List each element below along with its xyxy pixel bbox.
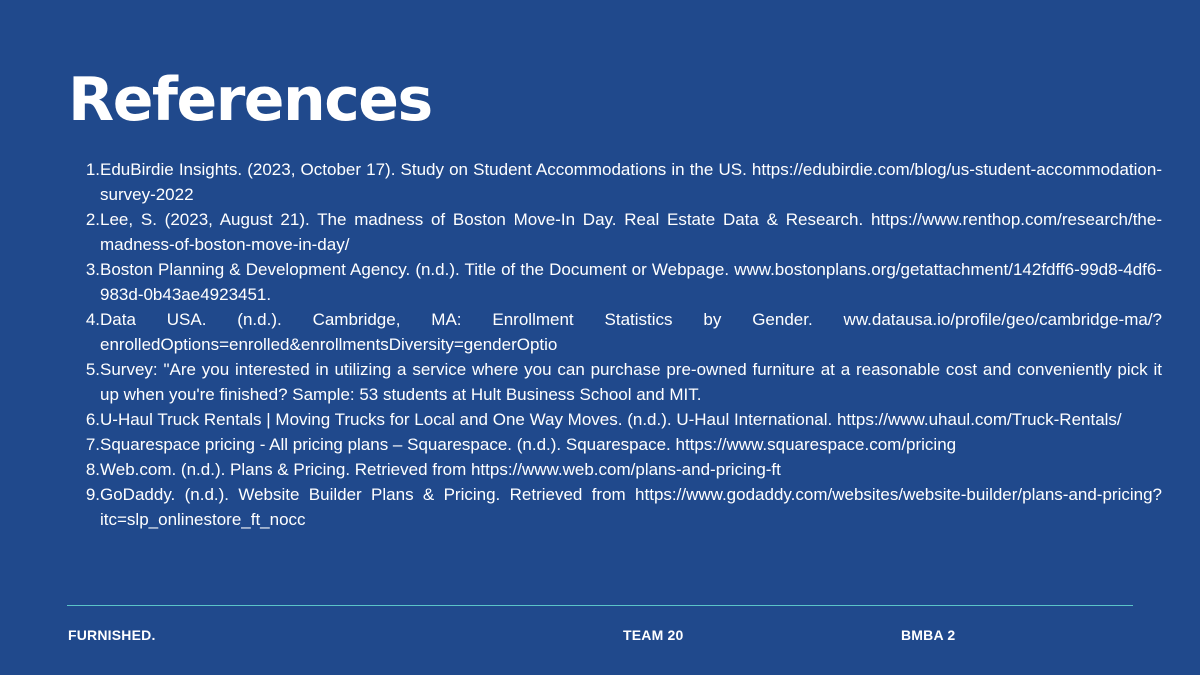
reference-item [80,432,1162,457]
reference-text: Lee, S. (2023, August 21). The madness of Boston Move-In Day. Real Estate Data & Research. https://www.renthop.com/research/the-madness-of-boston-move-in-day/ [100,210,1162,254]
reference-item [80,357,1162,407]
reference-text: Boston Planning & Development Agency. (n.d.). Title of the Document or Webpage. www.bostonplans.org/getattachment/142fdff6-99d8-4df6-983d-0b43ae4923451. [100,260,1162,304]
footer-divider [67,605,1133,606]
reference-number: 3. [85,260,100,279]
reference-text: EduBirdie Insights. (2023, October 17). Study on Student Accommodations in the US. https://edubirdie.com/blog/us-student-accommodation-survey-2022 [100,160,1162,204]
footer-program: BMBA 2 [901,627,956,643]
reference-item [80,307,1162,357]
reference-text: Web.com. (n.d.). Plans & Pricing. Retrieved from https://www.web.com/plans-and-pricing-ft [100,460,781,479]
reference-text: Squarespace pricing - All pricing plans – Squarespace. (n.d.). Squarespace. https://www.squarespace.com/pricing [100,435,957,454]
slide-title: References [68,65,432,135]
footer-team: TEAM 20 [623,627,684,643]
reference-number: 8. [85,460,100,479]
reference-number: 1. [85,160,100,179]
reference-text: GoDaddy. (n.d.). Website Builder Plans & Pricing. Retrieved from https://www.godaddy.com/websites/website-builder/plans-and-pricing?itc=slp_onlinestore_ft_nocc [100,485,1162,529]
reference-item [80,457,1162,482]
reference-item [80,257,1162,307]
reference-text: Survey: "Are you interested in utilizing a service where you can purchase pre-owned furniture at a reasonable cost and conveniently pick it up when you're finished? Sample: 53 students at Hult Business School and MIT. [100,360,1162,404]
reference-number: 6. [85,410,100,429]
reference-number: 4. [85,310,100,329]
reference-item [80,157,1162,207]
reference-text: Data USA. (n.d.). Cambridge, MA: Enrollment Statistics by Gender. ww.datausa.io/profile/geo/cambridge-ma/?enrolledOptions=enrolled&enrollmentsDiversity=genderOptio [100,310,1162,354]
reference-number: 5. [85,360,100,379]
reference-text: U-Haul Truck Rentals | Moving Trucks for Local and One Way Moves. (n.d.). U-Haul International. https://www.uhaul.com/Truck-Rentals/ [100,410,1122,429]
reference-item [80,482,1162,532]
reference-item [80,407,1162,432]
reference-item [80,207,1162,257]
reference-number: 2. [85,210,100,229]
footer-brand: FURNISHED. [68,627,156,643]
reference-number: 9. [85,485,100,504]
reference-number: 7. [85,435,100,454]
reference-list [80,157,1162,532]
